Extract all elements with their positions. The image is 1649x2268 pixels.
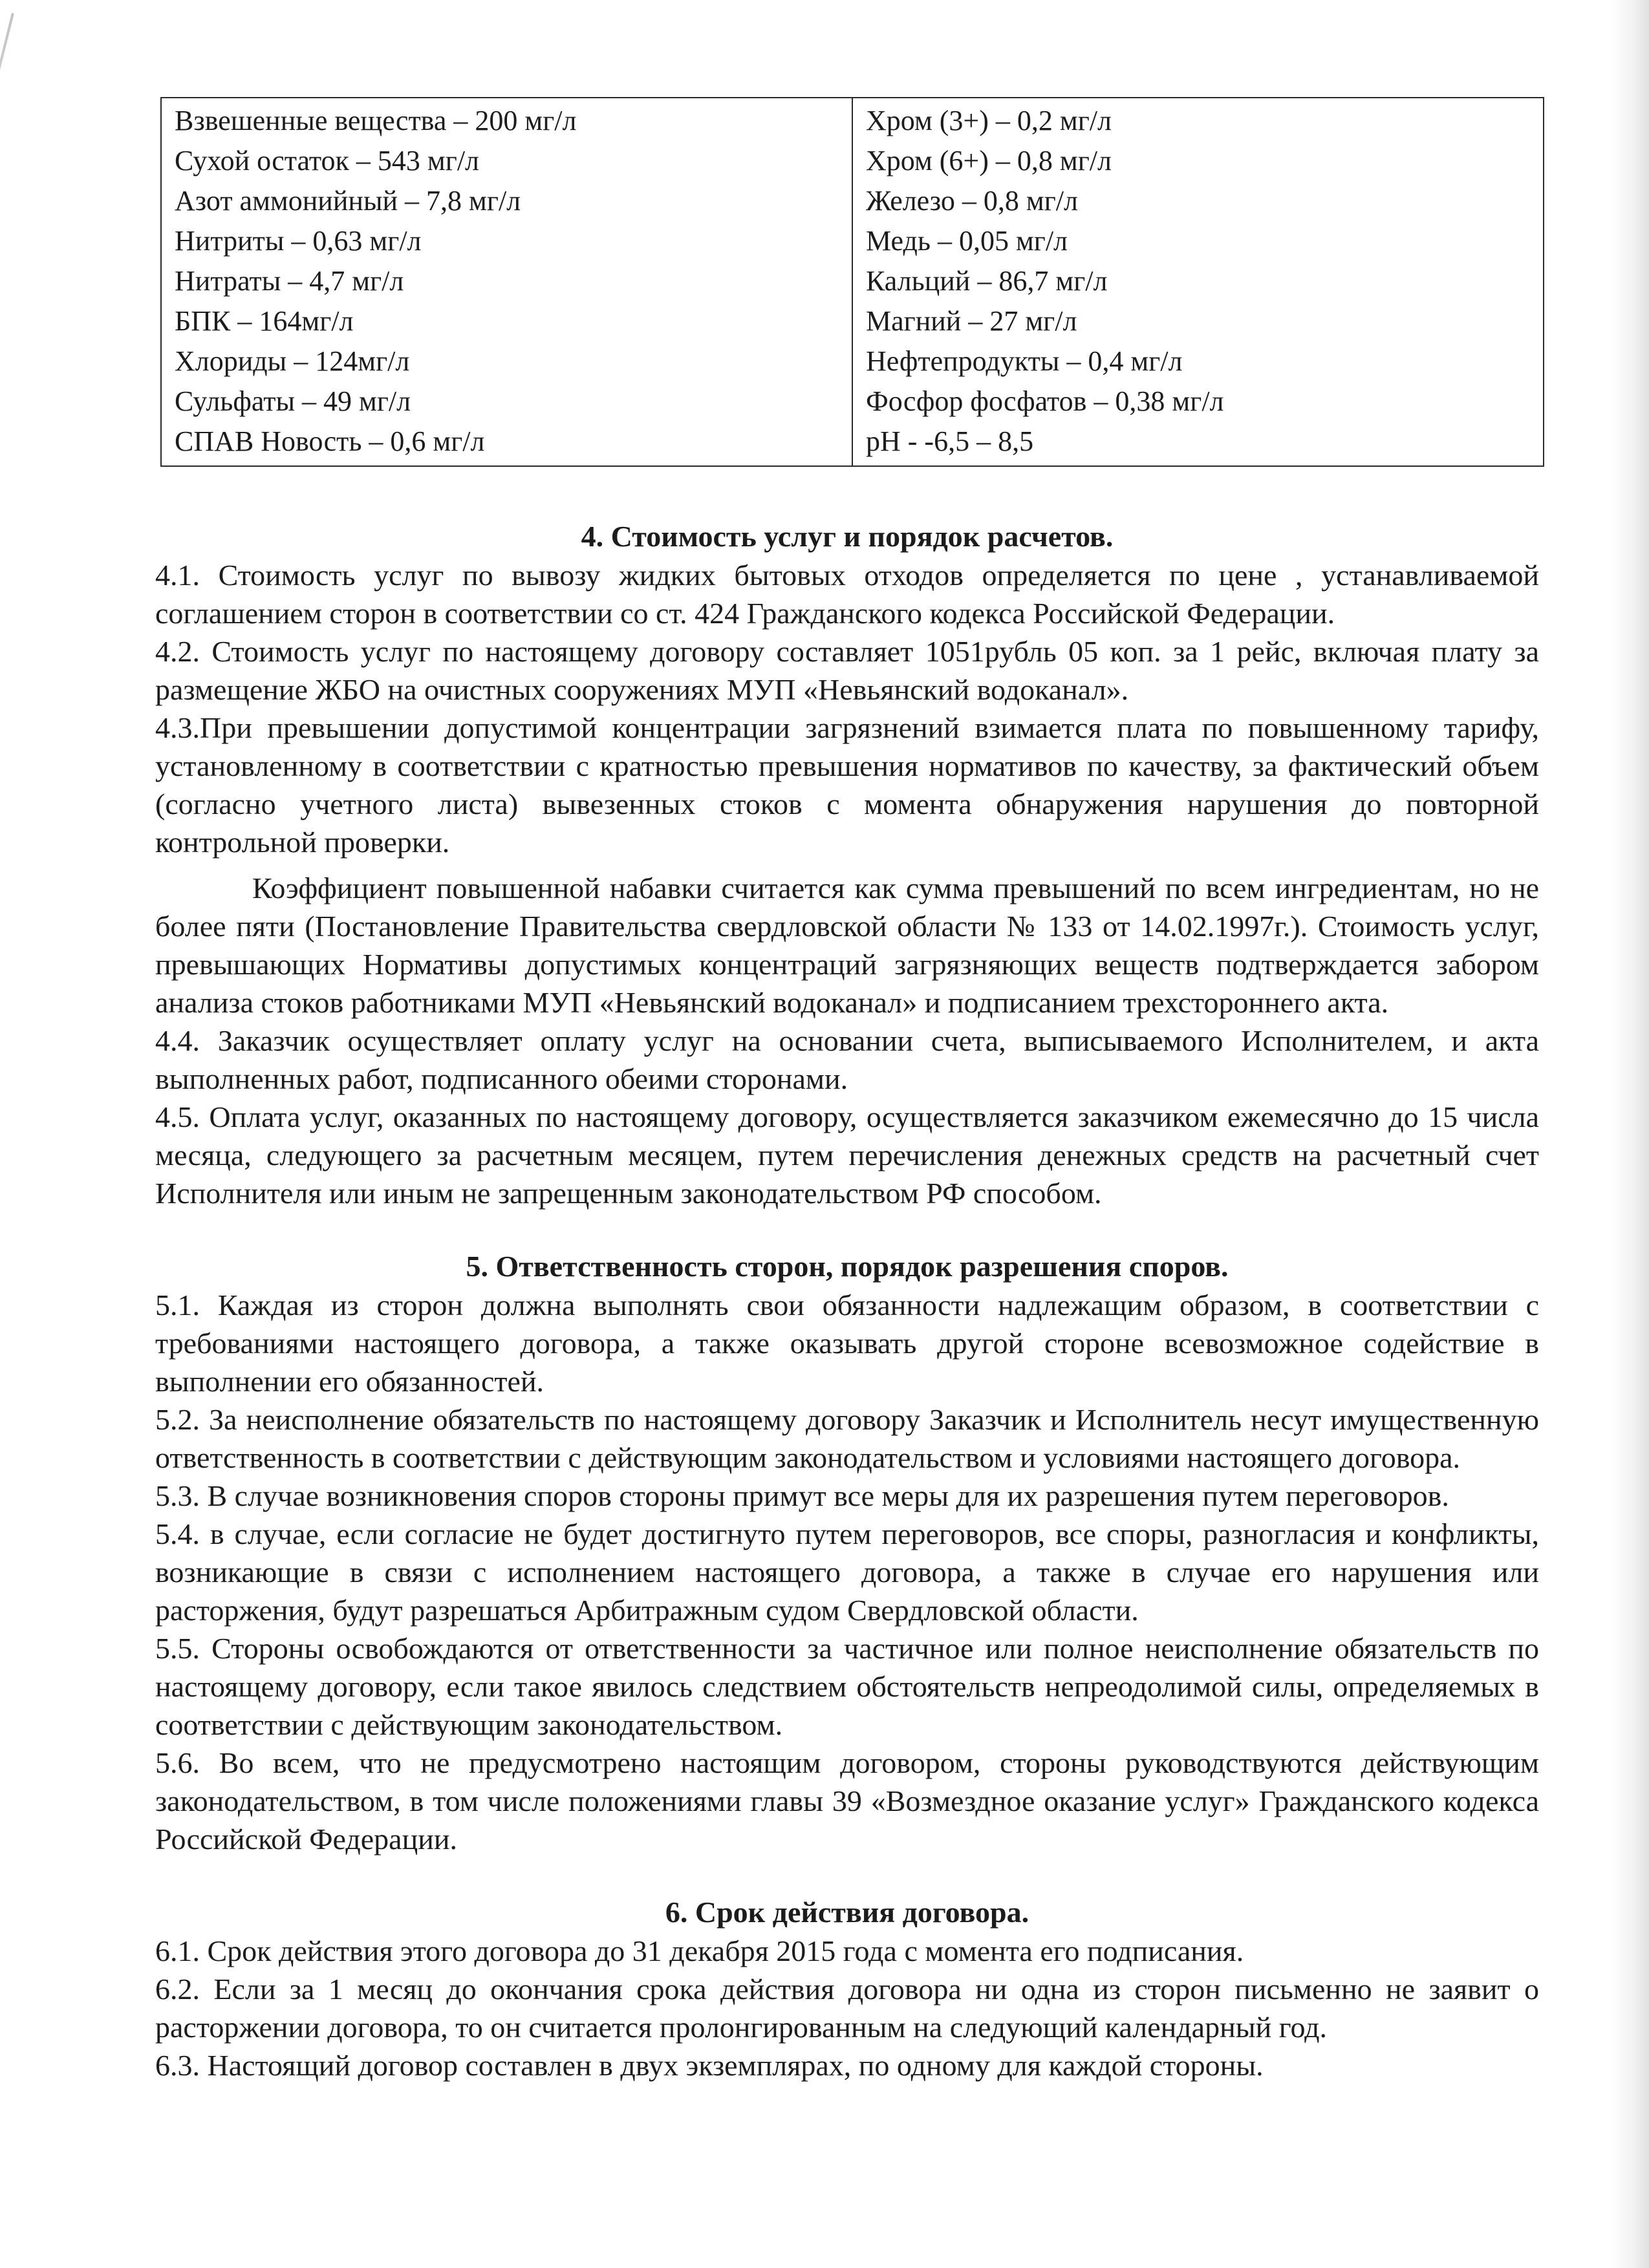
clause-4-2: 4.2. Стоимость услуг по настоящему договору составляет 1051рубль 05 коп. за 1 рейс, включая плату за размещение ЖБО на очистных сооружениях МУП «Невьянский водоканал». [155,635,1539,706]
table-cell: Кальций – 86,7 мг/л [866,265,1108,297]
table-cell: Нитриты – 0,63 мг/л [175,225,422,257]
clause-5-2: 5.2. За неисполнение обязательств по настоящему договору Заказчик и Исполнитель несут имущественную ответственность в соответствии с действующим законодательством и условиями настоящего договора. [155,1403,1539,1474]
section-6-term [155,1893,1539,2084]
clause-5-4: 5.4. в случае, если согласие не будет достигнуто путем переговоров, все споры, разногласия и конфликты, возникающие в связи с исполнением настоящего договора, а также в случае его нарушения или расторжения, будут разрешаться Арбитражным судом Свердловской области. [155,1517,1539,1627]
clause-6-3: 6.3. Настоящий договор составлен в двух экземплярах, по одному для каждой стороны. [155,2049,1264,2082]
clause-4-4: 4.4. Заказчик осуществляет оплату услуг на основании счета, выписываемого Исполнителем, и акта выполненных работ, подписанного обеими сторонами. [155,1024,1539,1095]
scan-pen-mark [0,13,14,302]
table-cell: Нефтепродукты – 0,4 мг/л [866,345,1183,377]
clause-6-2: 6.2. Если за 1 месяц до окончания срока действия договора ни одна из сторон письменно не заявит о расторжении договора, то он считается пролонгированным на следующий календарный год. [155,1973,1539,2044]
clause-4-3-coefficient: Коэффициент повышенной набавки считается как сумма превышений по всем ингредиентам, но не более пяти (Постановление Правительства свердловской области № 133 от 14.02.1997г.). Стоимость услуг, превышающих Нормативы допустимых концентраций загрязняющих веществ подтверждается забором анализа стоков работниками МУП «Невьянский водоканал» и подписанием трехстороннего акта. [155,872,1539,1019]
clause-4-5: 4.5. Оплата услуг, оказанных по настоящему договору, осуществляется заказчиком ежемесячно до 15 числа месяца, следующего за расчетным месяцем, путем перечисления денежных средств на расчетный счет Исполнителя или иным не запрещенным законодательством РФ способом. [155,1100,1539,1210]
scan-edge-shadow [1610,0,1649,2268]
clause-4-1: 4.1. Стоимость услуг по вывозу жидких бытовых отходов определяется по цене , устанавливаемой соглашением сторон в соответствии со ст. 424 Гражданского кодекса Российской Федерации. [155,559,1539,630]
section-title: 5. Ответственность сторон, порядок разрешения споров. [466,1250,1229,1283]
table-cell: Взвешенные вещества – 200 мг/л [175,105,577,136]
clause-5-3: 5.3. В случае возникновения споров стороны примут все меры для их разрешения путем переговоров. [155,1479,1449,1512]
table-cell: Хлориды – 124мг/л [175,345,410,377]
document-body [155,517,1539,2119]
clause-5-1: 5.1. Каждая из сторон должна выполнять свои обязанности надлежащим образом, в соответствии с требованиями настоящего договора, а также оказывать другой стороне всевозможное содействие в выполнении его обязанностей. [155,1289,1539,1398]
table-cell: Нитраты – 4,7 мг/л [175,265,404,297]
clause-6-1: 6.1. Срок действия этого договора до 31 декабря 2015 года с момента его подписания. [155,1934,1244,1967]
table-cell: Сульфаты – 49 мг/л [175,385,411,417]
table-cell: Сухой остаток – 543 мг/л [175,145,480,177]
table-cell: Азот аммонийный – 7,8 мг/л [175,185,521,217]
pollutant-limits-table [160,97,1544,467]
clause-5-6: 5.6. Во всем, что не предусмотрено настоящим договором, стороны руководствуются действующим законодательством, в том числе положениями главы 39 «Возмездное оказание услуг» Гражданского кодекса Российской Федерации. [155,1746,1539,1856]
section-title: 6. Срок действия договора. [665,1896,1029,1929]
section-4-cost [155,517,1539,1212]
table-cell: Хром (6+) – 0,8 мг/л [866,145,1112,177]
table-cell: Магний – 27 мг/л [866,305,1077,337]
table-cell: pH - -6,5 – 8,5 [866,425,1034,457]
clause-5-5: 5.5. Стороны освобождаются от ответственности за частичное или полное неисполнение обязательств по настоящему договору, если такое явилось следствием обстоятельств непреодолимой силы, определяемых в соответствии с действующим законодательством. [155,1632,1539,1741]
table-right-column [852,98,1544,466]
section-5-liability [155,1247,1539,1858]
table-cell: Фосфор фосфатов – 0,38 мг/л [866,385,1224,417]
table-cell: Хром (3+) – 0,2 мг/л [866,105,1112,136]
table-cell: Медь – 0,05 мг/л [866,225,1068,257]
clause-4-3: 4.3.При превышении допустимой концентрации загрязнений взимается плата по повышенному тарифу, установленному в соответствии с кратностью превышения нормативов по качеству, за фактический объем (согласно учетного листа) вывезенных стоков с момента обнаружения нарушения до повторной контрольной проверки. [155,711,1539,859]
section-title: 4. Стоимость услуг и порядок расчетов. [581,520,1114,553]
table-cell: БПК – 164мг/л [175,305,354,337]
table-cell: Железо – 0,8 мг/л [866,185,1078,217]
table-left-column [161,98,852,466]
table-cell: СПАВ Новость – 0,6 мг/л [175,425,485,457]
